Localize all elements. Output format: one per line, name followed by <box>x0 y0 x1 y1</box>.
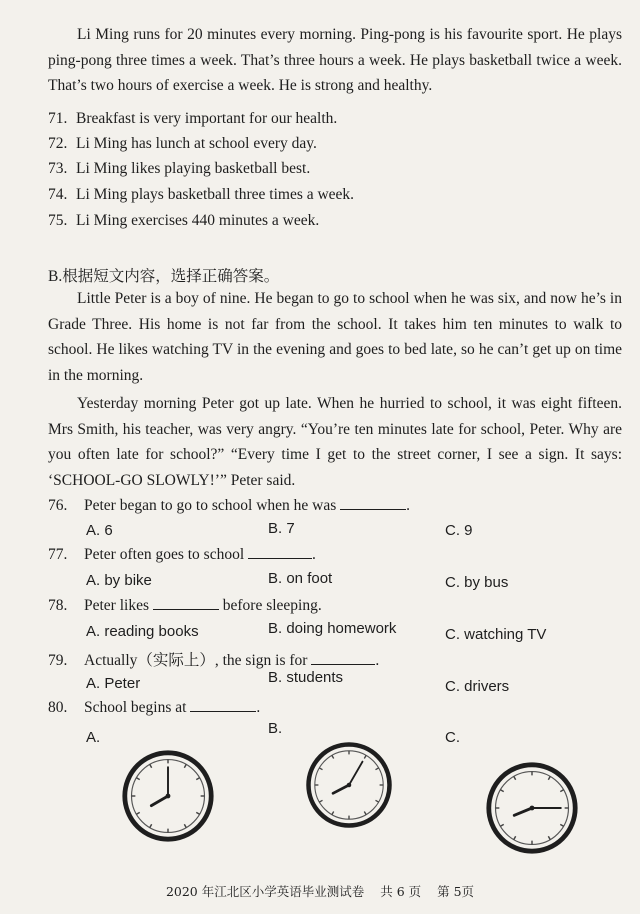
tf-question-75: 75. Li Ming exercises 440 minutes a week. <box>48 212 320 229</box>
option-79-b[interactable]: B. students <box>268 669 344 686</box>
clock-hour-hand <box>514 808 532 815</box>
clock-tick <box>184 824 186 827</box>
clock-tick <box>136 812 139 814</box>
clock-tick <box>136 778 139 780</box>
mc-question-77: 77. Peter often goes to school . <box>48 546 316 563</box>
answer-blank[interactable] <box>248 546 312 559</box>
clock-hour-hand <box>333 785 349 793</box>
passage-b-paragraph-2: Yesterday morning Peter got up late. When he hurried to school, it was eight fifteen. Mrs Smith, his teacher, was very angry. “You’re ten minutes late for school, Peter. Why are you often late for school?” “Every time I get to the street corner, I see a sign. It says: ‘SCHOOL-GO SLOWLY!’” Peter said. <box>48 395 622 489</box>
option-77-a[interactable]: A. by bike <box>86 572 152 589</box>
clock-tick <box>196 812 199 814</box>
section-b-heading: B.根据短文内容，选择正确答案。 <box>48 268 280 285</box>
clock-tick <box>514 836 516 839</box>
clock-tick <box>319 768 322 770</box>
clock-tick <box>500 790 503 792</box>
clock-c-icon[interactable] <box>484 760 580 856</box>
option-76-a[interactable]: A. 6 <box>86 522 113 539</box>
clock-center-pin <box>530 806 535 811</box>
answer-blank[interactable] <box>311 652 375 665</box>
option-78-b[interactable]: B. doing homework <box>268 620 397 637</box>
answer-blank[interactable] <box>190 699 256 712</box>
mc-question-79: 79. Actually（实际上）, the sign is for . <box>48 652 380 669</box>
answer-blank[interactable] <box>340 497 406 510</box>
tf-question-72: 72. Li Ming has lunch at school every day. <box>48 135 317 152</box>
option-78-a[interactable]: A. reading books <box>86 623 199 640</box>
clock-tick <box>376 768 379 770</box>
clock-tick <box>364 755 366 758</box>
option-80-b[interactable]: B. <box>268 720 283 737</box>
clock-tick <box>150 824 152 827</box>
clock-tick <box>319 800 322 802</box>
clock-tick <box>560 790 563 792</box>
footer-page-number: 第 5页 <box>437 884 475 899</box>
option-76-b[interactable]: B. 7 <box>268 520 295 537</box>
clock-center-pin <box>347 783 352 788</box>
clock-tick <box>332 755 334 758</box>
option-80-c[interactable]: C. <box>445 729 460 746</box>
option-80-a[interactable]: A. <box>86 729 101 746</box>
clock-tick <box>548 836 550 839</box>
clock-tick <box>376 800 379 802</box>
clock-tick <box>332 812 334 815</box>
answer-blank[interactable] <box>153 597 219 610</box>
clock-minute-hand <box>349 762 363 785</box>
clock-tick <box>548 776 550 779</box>
option-77-b[interactable]: B. on foot <box>268 570 333 587</box>
passage-b-paragraph-1: Little Peter is a boy of nine. He began to go to school when he was six, and now he’s in Grade Three. His home is not far from the school. It takes him ten minutes to walk to school. He likes watching TV in the evening and goes to bed late, so he can’t get up on time in the morning. <box>48 290 622 384</box>
option-78-c[interactable]: C. watching TV <box>445 626 547 643</box>
clock-tick <box>150 764 152 767</box>
clock-tick <box>364 812 366 815</box>
clock-tick <box>500 824 503 826</box>
clock-tick <box>184 764 186 767</box>
clock-hour-hand <box>151 796 168 806</box>
footer-total-pages: 共 6 页 <box>380 884 422 899</box>
option-79-c[interactable]: C. drivers <box>445 678 510 695</box>
footer-title: 2020 年江北区小学英语毕业测试卷 <box>165 884 365 899</box>
passage-a-ending: Li Ming runs for 20 minutes every morning. Ping-pong is his favourite sport. He plays ping-pong three times a week. That’s three hours a week. He plays basketball twice a week. That’s two hours of exercise a week. He is strong and healthy. <box>48 26 622 94</box>
clock-tick <box>514 776 516 779</box>
mc-question-78: 78. Peter likes before sleeping. <box>48 597 322 614</box>
clock-tick <box>196 778 199 780</box>
page-footer <box>0 882 640 900</box>
option-79-a[interactable]: A. Peter <box>86 675 141 692</box>
mc-question-80: 80. School begins at . <box>48 699 261 716</box>
tf-question-74: 74. Li Ming plays basketball three times a week. <box>48 186 355 203</box>
clock-b-icon[interactable] <box>304 740 394 830</box>
clock-tick <box>560 824 563 826</box>
clock-center-pin <box>166 794 171 799</box>
option-76-c[interactable]: C. 9 <box>445 522 473 539</box>
tf-question-73: 73. Li Ming likes playing basketball best. <box>48 160 311 177</box>
clock-a-icon[interactable] <box>120 748 216 844</box>
tf-question-71: 71. Breakfast is very important for our health. <box>48 110 338 127</box>
mc-question-76: 76. Peter began to go to school when he was . <box>48 497 410 514</box>
option-77-c[interactable]: C. by bus <box>445 574 509 591</box>
